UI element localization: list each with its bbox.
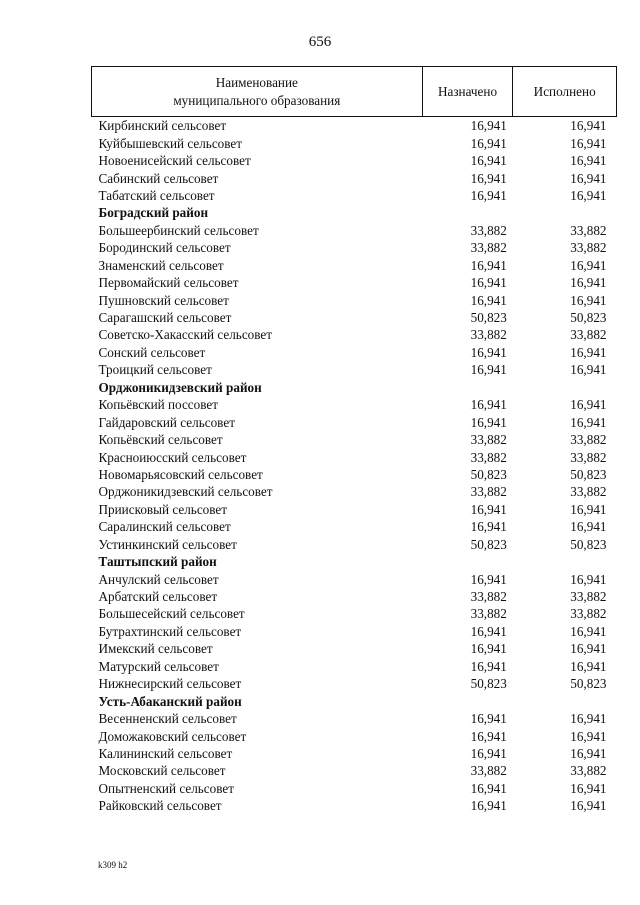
assigned-value: 16,941 [470,728,507,744]
assigned-value: 50,823 [470,466,507,482]
done-value [513,553,617,570]
table-row [92,117,617,135]
done-value: 16,941 [570,414,607,430]
table-row [92,361,617,378]
assigned-value: 16,941 [470,187,507,203]
table-row [92,169,617,186]
municipality-name: Гайдаровский сельсовет [98,414,235,430]
municipality-name: Бутрахтинский сельсовет [98,623,242,639]
header-name-line1: Наименование [215,74,298,90]
done-value: 16,941 [570,641,607,657]
done-value [513,204,617,221]
municipality-name: Троицкий сельсовет [98,362,212,378]
assigned-value: 16,941 [470,414,507,430]
table-row [92,291,617,308]
table-body [92,117,617,815]
table-row [92,536,617,553]
district-name: Орджоникидзевский район [98,379,262,395]
done-value: 16,941 [570,153,607,169]
municipality-name: Устинкинский сельсовет [98,536,237,552]
district-heading-row [92,204,617,221]
done-value: 16,941 [570,118,607,134]
municipality-name: Имекский сельсовет [98,641,213,657]
done-value: 16,941 [570,519,607,535]
table-row [92,413,617,430]
table-row [92,152,617,169]
table-row [92,222,617,239]
table-row [92,239,617,256]
table-header-row [92,67,617,117]
table-row [92,134,617,151]
assigned-value: 16,941 [470,780,507,796]
assigned-value: 33,882 [470,606,507,622]
assigned-value: 16,941 [470,257,507,273]
table-row [92,570,617,587]
done-value: 16,941 [570,292,607,308]
table-row [92,274,617,291]
done-value: 50,823 [570,310,607,326]
municipality-name: Первомайский сельсовет [98,275,239,291]
table-row [92,605,617,622]
municipality-name: Саралинский сельсовет [98,519,231,535]
done-value: 50,823 [570,536,607,552]
table-row [92,675,617,692]
table-header [92,67,617,117]
assigned-value [422,553,513,570]
assigned-value: 33,882 [470,222,507,238]
done-value: 16,941 [570,623,607,639]
done-value: 16,941 [570,728,607,744]
done-value: 16,941 [570,170,607,186]
municipality-name: Копьёвский поссовет [98,397,219,413]
assigned-value: 33,882 [470,449,507,465]
assigned-value: 16,941 [470,170,507,186]
done-value: 33,882 [570,606,607,622]
assigned-value: 16,941 [470,501,507,517]
municipality-name: Большеербинский сельсовет [98,222,259,238]
table-row [92,762,617,779]
done-value: 16,941 [570,711,607,727]
assigned-value: 33,882 [470,327,507,343]
done-value: 16,941 [570,571,607,587]
done-value: 33,882 [570,484,607,500]
municipality-name: Орджоникидзевский сельсовет [98,484,273,500]
done-value: 50,823 [570,466,607,482]
done-value: 16,941 [570,187,607,203]
done-value: 33,882 [570,222,607,238]
assigned-value: 16,941 [470,571,507,587]
footer-code: k309 h2 [98,860,128,870]
done-value [513,379,617,396]
done-value: 50,823 [570,676,607,692]
header-assigned-cell: Назначено [422,67,513,117]
header-done-cell: Исполнено [513,67,617,117]
header-name-line2: муниципального образования [173,92,341,108]
assigned-value: 50,823 [470,536,507,552]
assigned-value: 16,941 [470,153,507,169]
municipality-name: Копьёвский сельсовет [98,432,223,448]
done-value: 16,941 [570,362,607,378]
municipality-name: Анчулский сельсовет [98,571,219,587]
municipality-name: Сонский сельсовет [98,344,206,360]
table-row [92,466,617,483]
municipality-name: Доможаковский сельсовет [98,728,247,744]
assigned-value: 16,941 [470,711,507,727]
table-row [92,483,617,500]
table-row [92,396,617,413]
header-name-cell [92,67,423,117]
municipality-name: Знаменский сельсовет [98,257,224,273]
done-value: 16,941 [570,501,607,517]
assigned-value: 16,941 [470,397,507,413]
table-row [92,448,617,465]
table-row [92,326,617,343]
assigned-value: 33,882 [470,240,507,256]
municipality-name: Московский сельсовет [98,763,226,779]
municipality-name: Куйбышевский сельсовет [98,135,243,151]
assigned-value: 33,882 [470,589,507,605]
municipality-name: Весенненский сельсовет [98,711,237,727]
municipality-name: Калининский сельсовет [98,745,233,761]
assigned-value: 16,941 [470,745,507,761]
district-heading-row [92,379,617,396]
done-value: 16,941 [570,658,607,674]
done-value: 16,941 [570,397,607,413]
done-value: 33,882 [570,432,607,448]
municipality-name: Райковский сельсовет [98,798,222,814]
municipality-name: Бородинский сельсовет [98,240,231,256]
assigned-value: 16,941 [470,658,507,674]
table-row [92,658,617,675]
assigned-value: 16,941 [470,519,507,535]
assigned-value: 16,941 [470,641,507,657]
district-name: Боградский район [98,205,209,221]
assigned-value: 16,941 [470,344,507,360]
done-value: 33,882 [570,589,607,605]
municipality-name: Приисковый сельсовет [98,501,228,517]
assigned-value: 16,941 [470,118,507,134]
municipality-name: Опытненский сельсовет [98,780,235,796]
municipality-name: Красноиюсский сельсовет [98,449,247,465]
table-row [92,588,617,605]
table-row [92,309,617,326]
district-heading-row [92,553,617,570]
municipality-name: Нижнесирский сельсовет [98,676,242,692]
assigned-value: 33,882 [470,484,507,500]
municipality-name: Новоенисейский сельсовет [98,153,251,169]
municipality-name: Пушновский сельсовет [98,292,229,308]
table-row [92,518,617,535]
done-value: 16,941 [570,257,607,273]
municipality-name: Матурский сельсовет [98,658,219,674]
table-row [92,431,617,448]
table-row [92,187,617,204]
done-value: 16,941 [570,344,607,360]
assigned-value: 33,882 [470,763,507,779]
table-row [92,710,617,727]
done-value: 33,882 [570,327,607,343]
district-heading-row [92,692,617,709]
assigned-value [422,692,513,709]
table-row [92,640,617,657]
assigned-value: 16,941 [470,623,507,639]
municipality-name: Сарагашский сельсовет [98,310,232,326]
assigned-value: 33,882 [470,432,507,448]
municipality-name: Сабинский сельсовет [98,170,219,186]
page-number: 656 [308,34,332,50]
assigned-value: 50,823 [470,676,507,692]
done-value: 16,941 [570,275,607,291]
district-name: Таштыпский район [98,554,217,570]
done-value: 16,941 [570,745,607,761]
table-row [92,257,617,274]
municipality-name: Большесейский сельсовет [98,606,245,622]
table-row [92,501,617,518]
table-row [92,797,617,814]
done-value: 33,882 [570,763,607,779]
municipality-name: Арбатский сельсовет [98,589,218,605]
assigned-value: 16,941 [470,275,507,291]
municipality-name: Советско-Хакасский сельсовет [98,327,273,343]
assigned-value [422,379,513,396]
assigned-value: 16,941 [470,362,507,378]
table-row [92,623,617,640]
table-row [92,727,617,744]
municipality-name: Новомарьясовский сельсовет [98,466,263,482]
assigned-value: 16,941 [470,135,507,151]
allocation-table [91,66,617,815]
done-value [513,692,617,709]
municipality-name: Табатский сельсовет [98,187,215,203]
assigned-value: 16,941 [470,292,507,308]
assigned-value [422,204,513,221]
done-value: 16,941 [570,135,607,151]
done-value: 16,941 [570,798,607,814]
municipality-name: Кирбинский сельсовет [98,118,227,134]
table-row [92,344,617,361]
done-value: 33,882 [570,449,607,465]
assigned-value: 50,823 [470,310,507,326]
table-row [92,780,617,797]
done-value: 33,882 [570,240,607,256]
done-value: 16,941 [570,780,607,796]
assigned-value: 16,941 [470,798,507,814]
table-row [92,745,617,762]
district-name: Усть-Абаканский район [98,693,242,709]
